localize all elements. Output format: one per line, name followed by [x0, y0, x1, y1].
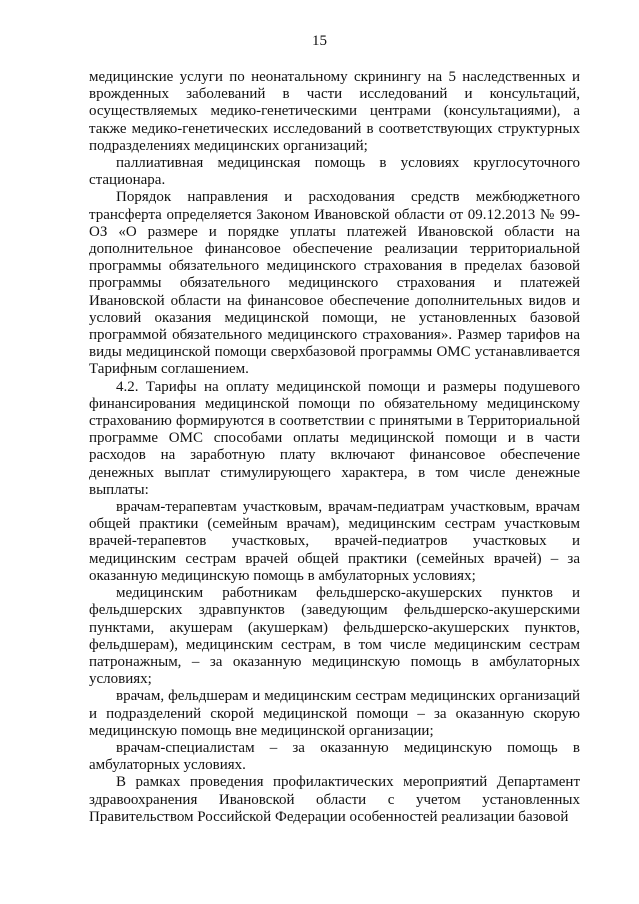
paragraph-specialists: врачам-специалистам – за оказанную медицинскую помощь в амбулаторных условиях. — [89, 739, 580, 774]
paragraph-screening-services: медицинские услуги по неонатальному скринингу на 5 наследственных и врожденных заболеваний в части исследований и консультаций, осуществляемых медико-генетическими центрами (консультациями), а также медико-генетических исследований в соответствующих структурных подразделениях медицинских организаций; — [89, 69, 580, 154]
page-number: 15 — [312, 33, 327, 49]
document-body — [89, 69, 580, 826]
paragraph-transfer-procedure: Порядок направления и расходования средств межбюджетного трансферта определяется Законом Ивановской области от 09.12.2013 № 99-ОЗ «О размере и порядке уплаты платежей Ивановской области на дополнительное финансовое обеспечение реализации территориальной программы обязательного медицинского страхования в пределах базовой программы обязательного медицинского страхования и платежей Ивановской области на финансовое обеспечение дополнительных видов и условий оказания медицинской помощи, не установленных базовой программой обязательного медицинского страхования». Размер тарифов на виды медицинской помощи сверхбазовой программы ОМС устанавливается Тарифным соглашением. — [89, 189, 580, 378]
paragraph-preventive-measures: В рамках проведения профилактических мероприятий Департамент здравоохранения Ивановской области с учетом установленных Правительством Российской Федерации особенностей реализации базовой — [89, 774, 580, 825]
paragraph-feldsher-stations: медицинским работникам фельдшерско-акушерских пунктов и фельдшерских здравпунктов (заведующим фельдшерско-акушерскими пунктами, акушерам (акушеркам) фельдшерско-акушерских пунктов, фельдшерам), медицинским сестрам, в том числе медицинским сестрам патронажным, – за оказанную медицинскую помощь в амбулаторных условиях; — [89, 585, 580, 688]
paragraph-emergency-care: врачам, фельдшерам и медицинским сестрам медицинских организаций и подразделений скорой медицинской помощи – за оказанную скорую медицинскую помощь вне медицинской организации; — [89, 688, 580, 739]
paragraph-palliative-care: паллиативная медицинская помощь в условиях круглосуточного стационара. — [89, 155, 580, 189]
paragraph-tariffs-section-4-2: 4.2. Тарифы на оплату медицинской помощи и размеры подушевого финансирования медицинской помощи по обязательному медицинскому страхованию формируются в соответствии с принятыми в Территориальной программе ОМС способами оплаты медицинской помощи и в части расходов на заработную плату включают финансовое обеспечение денежных выплат стимулирующего характера, в том числе денежные выплаты: — [89, 378, 580, 498]
paragraph-therapists-pediatricians: врачам-терапевтам участковым, врачам-педиатрам участковым, врачам общей практики (семейным врачам), медицинским сестрам участковым врачей-терапевтов участковых, врачей-педиатров участковых и медицинским сестрам врачей общей практики (семейных врачей) – за оказанную медицинскую помощь в амбулаторных условиях; — [89, 499, 580, 584]
